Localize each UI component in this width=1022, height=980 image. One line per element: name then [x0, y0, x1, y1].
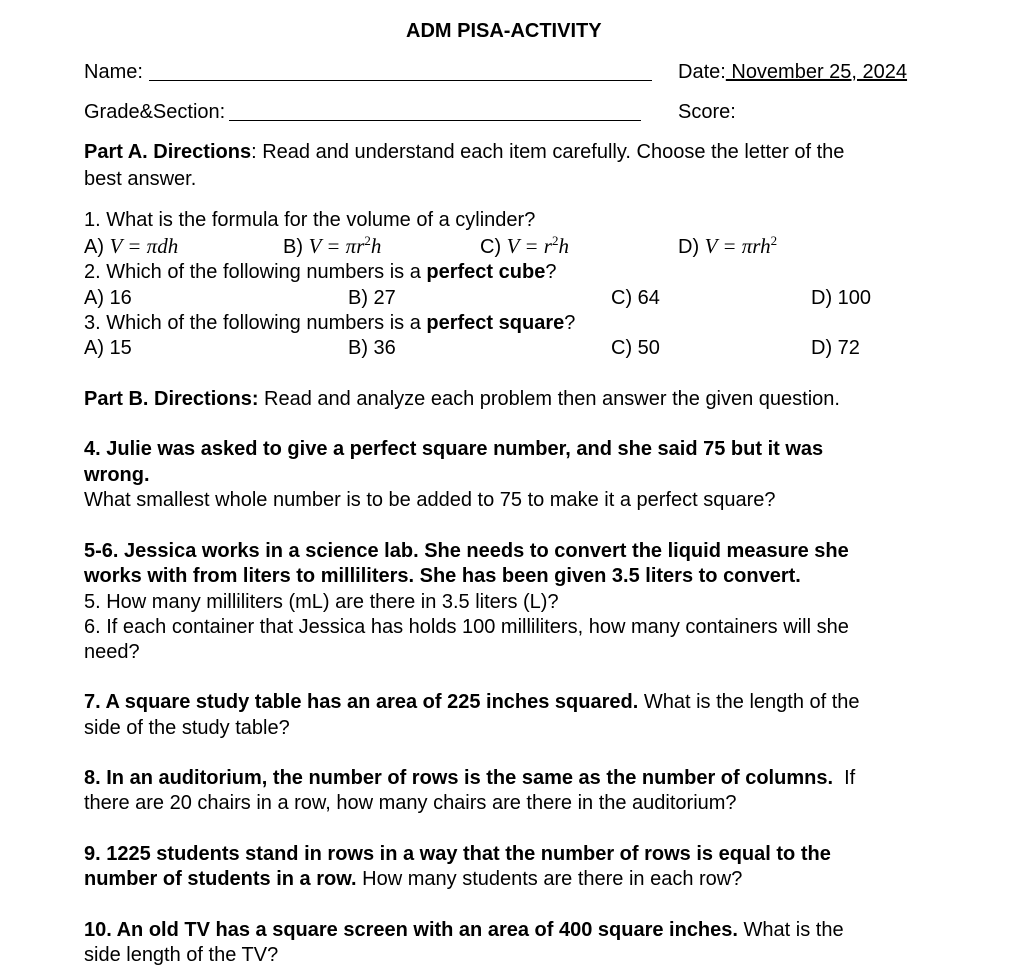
q1-option-c — [480, 234, 569, 259]
q3-option-b: B) 36 — [348, 337, 396, 359]
question-mark: ? — [545, 261, 557, 283]
date-field — [678, 60, 907, 84]
formula-tail: h — [370, 234, 382, 258]
question-9-bold: number of students in a row. — [84, 868, 357, 890]
question-7-line2: side of the study table? — [84, 717, 290, 739]
question-3 — [84, 311, 575, 335]
option-letter: D) — [678, 236, 705, 258]
part-a-directions — [84, 140, 844, 164]
q1-option-a — [84, 234, 178, 259]
q2-option-d: D) 100 — [811, 287, 872, 309]
formula: V = πdh — [109, 234, 179, 258]
part-b-directions — [84, 387, 840, 411]
date-label: Date: — [678, 61, 726, 83]
question-7-text: What is the length of the — [638, 691, 860, 713]
exponent: 2 — [551, 233, 559, 248]
question-6-line2: need? — [84, 641, 140, 663]
question-8-line2: there are 20 chairs in a row, how many chairs are there in the auditorium? — [84, 792, 737, 814]
formula-base: V = πr — [308, 234, 365, 258]
question-9-line1: 9. 1225 students stand in rows in a way that the number of rows is equal to the — [84, 843, 831, 865]
question-10-text: What is the — [737, 919, 844, 941]
question-10-bold: 10. An old TV has a square screen with an area of 400 square inches. — [84, 919, 738, 941]
formula-tail: h — [558, 234, 569, 258]
question-text: 2. Which of the following numbers is a — [84, 261, 427, 283]
date-value: November 25, 2024 — [725, 61, 908, 83]
score-label: Score: — [678, 101, 736, 123]
name-label: Name: — [84, 61, 143, 83]
question-8-bold: 8. In an auditorium, the number of rows is the same as the number of columns. — [84, 767, 834, 789]
question-7 — [84, 690, 860, 714]
q2-option-b: B) 27 — [348, 287, 396, 309]
question-9-text: How many students are there in each row? — [356, 868, 743, 890]
grade-section-field-line[interactable] — [229, 120, 641, 121]
question-keyword: perfect square — [426, 312, 565, 334]
question-2 — [84, 260, 556, 284]
q3-option-d: D) 72 — [811, 337, 860, 359]
question-10 — [84, 918, 844, 942]
page-title: ADM PISA-ACTIVITY — [406, 20, 602, 42]
formula — [309, 234, 382, 258]
question-9-line2 — [84, 867, 742, 891]
part-a-directions-text: : Read and understand each item carefully. Choose the letter of the — [251, 141, 845, 163]
question-6-line1: 6. If each container that Jessica has holds 100 milliliters, how many containers will she — [84, 616, 849, 638]
question-5-6-prompt-line1: 5-6. Jessica works in a science lab. She needs to convert the liquid measure she — [84, 540, 849, 562]
q2-option-c: C) 64 — [611, 287, 660, 309]
q1-option-b — [283, 234, 381, 259]
formula — [507, 234, 569, 258]
question-4-prompt-line1: 4. Julie was asked to give a perfect square number, and she said 75 but it was — [84, 438, 824, 460]
option-letter: B) — [283, 236, 309, 258]
question-keyword: perfect cube — [426, 261, 546, 283]
question-4: What smallest whole number is to be added to 75 to make it a perfect square? — [84, 489, 776, 511]
formula-base: V = πrh — [704, 234, 771, 258]
question-10-line2: side length of the TV? — [84, 944, 279, 966]
question-text: 3. Which of the following numbers is a — [84, 312, 427, 334]
question-1: 1. What is the formula for the volume of a cylinder? — [84, 209, 536, 231]
name-field-line[interactable] — [149, 80, 652, 81]
q3-option-c: C) 50 — [611, 337, 660, 359]
grade-section-label: Grade&Section: — [84, 101, 226, 123]
question-mark: ? — [564, 312, 576, 334]
exponent: 2 — [364, 233, 371, 248]
question-5: 5. How many milliliters (mL) are there in 3.5 liters (L)? — [84, 591, 559, 613]
question-5-6-prompt-line2: works with from liters to milliliters. She has been given 3.5 liters to convert. — [84, 565, 801, 587]
part-a-heading: Part A. Directions — [84, 141, 252, 163]
part-a-directions-line2: best answer. — [84, 168, 197, 190]
formula-base: V = r — [506, 234, 552, 258]
option-letter: A) — [84, 236, 110, 258]
question-8-text: If — [833, 767, 856, 789]
part-b-directions-text: Read and analyze each problem then answer the given question. — [258, 388, 840, 410]
question-4-prompt-line2: wrong. — [84, 464, 150, 486]
question-7-bold: 7. A square study table has an area of 225 inches squared. — [84, 691, 639, 713]
formula — [705, 234, 777, 258]
option-letter: C) — [480, 236, 507, 258]
q3-option-a: A) 15 — [84, 337, 132, 359]
exponent: 2 — [770, 233, 778, 248]
question-8 — [84, 766, 855, 790]
q1-option-d — [678, 234, 777, 259]
part-b-heading: Part B. Directions: — [84, 388, 259, 410]
q2-option-a: A) 16 — [84, 287, 132, 309]
